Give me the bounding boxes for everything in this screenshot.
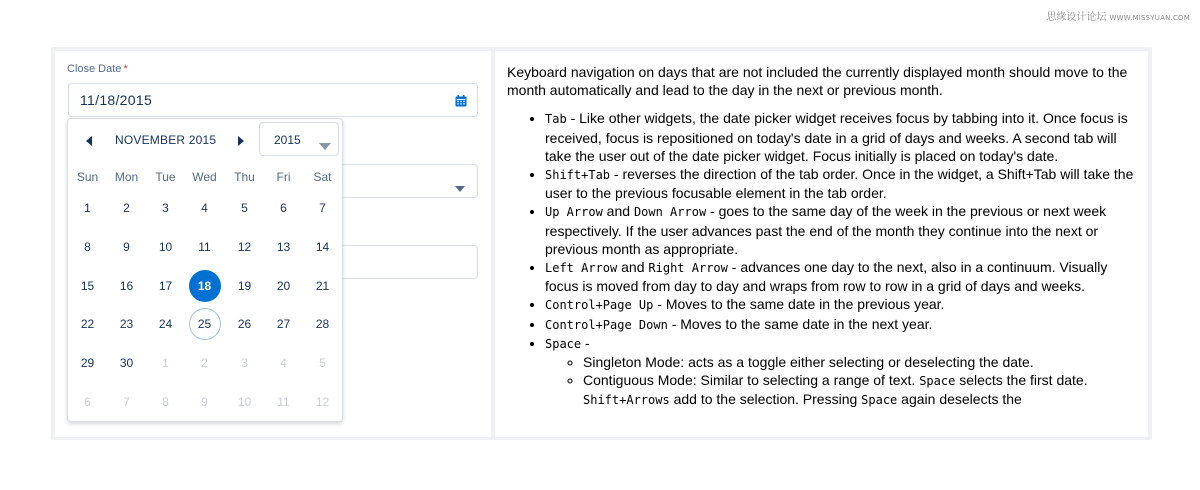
chevron-left-icon	[82, 133, 98, 149]
key-name: Shift+Arrows	[583, 393, 670, 408]
day-cell[interactable]: 28	[315, 317, 330, 331]
day-cell[interactable]: 30	[119, 356, 134, 370]
day-cell[interactable]: 10	[237, 395, 252, 409]
watermark	[1046, 8, 1190, 23]
day-cell[interactable]: 9	[201, 395, 208, 409]
day-cell[interactable]: 5	[241, 201, 248, 215]
day-cell[interactable]: 13	[276, 240, 291, 254]
key-separator: and	[617, 259, 649, 276]
key-name: Control+Page Down	[545, 317, 668, 332]
keyboard-item	[545, 109, 1139, 165]
mode-description: Contiguous Mode: Similar to selecting a range of text.	[583, 372, 920, 389]
previous-month-button[interactable]	[82, 133, 98, 149]
key-name: Space	[919, 374, 956, 389]
day-cell[interactable]: 2	[201, 356, 208, 370]
day-cell[interactable]: 10	[158, 240, 173, 254]
day-cell[interactable]: 6	[84, 395, 91, 409]
weekday-header: Mon	[114, 170, 139, 184]
key-name: Left Arrow	[545, 261, 618, 276]
key-name: Control+Page Up	[545, 298, 654, 313]
day-cell[interactable]: 3	[162, 201, 169, 215]
day-cell[interactable]: 4	[201, 201, 208, 215]
day-cell[interactable]: 5	[319, 356, 326, 370]
form-panel	[55, 51, 491, 437]
mode-description: Singleton Mode: acts as a toggle either selecting or deselecting the date.	[583, 354, 1034, 371]
close-date-input[interactable]	[68, 83, 478, 117]
day-cell[interactable]: 15	[80, 279, 95, 293]
day-cell[interactable]: 11	[277, 395, 290, 409]
key-description: - Moves to the same date in the next year.	[667, 315, 933, 332]
key-name: Tab	[545, 112, 567, 127]
day-cell[interactable]: 26	[237, 317, 252, 331]
key-description: - goes to the same day of the week in the previous or next week respectively. If the user advances past the end of the month they continue into the next or previous month as appropriate.	[545, 203, 1107, 257]
keyboard-list	[507, 109, 1139, 409]
key-name: Shift+Tab	[545, 168, 611, 183]
day-cell[interactable]: 12	[315, 395, 330, 409]
watermark-url: WWW.MISSYUAN.COM	[1109, 14, 1190, 22]
day-cell[interactable]: 21	[315, 279, 330, 293]
keyboard-item	[545, 295, 1139, 314]
key-description: - reverses the direction of the tab order. Once in the widget, a Shift+Tab will take the user to the previous focusable element in the tab order.	[545, 166, 1134, 202]
intro-paragraph: Keyboard navigation on days that are not included the currently displayed month should move to the month automatically and lead to the day in the next or previous month.	[507, 64, 1128, 99]
keyboard-item	[545, 334, 1139, 410]
day-cell[interactable]: 27	[276, 317, 291, 331]
day-cell[interactable]: 29	[80, 356, 95, 370]
day-cell[interactable]: 1	[162, 356, 169, 370]
close-date-value: 11/18/2015	[80, 92, 153, 108]
key-description: - advances one day to the next, also in a continuum. Visually focus is moved from day to day and wraps from row to row in a grid of days and weeks.	[545, 259, 1108, 295]
day-cell-selected[interactable]: 18	[189, 270, 221, 302]
next-month-button[interactable]	[232, 133, 248, 149]
year-value: 2015	[274, 133, 301, 147]
weekday-header: Tue	[155, 170, 176, 184]
weekday-header: Wed	[192, 170, 217, 184]
datepicker	[67, 118, 343, 422]
keyboard-docs	[507, 63, 1139, 410]
day-cell[interactable]: 11	[198, 240, 211, 254]
day-cell-today[interactable]: 25	[189, 308, 221, 340]
required-mark: *	[123, 63, 128, 75]
mode-description: add to the selection. Pressing	[669, 391, 862, 408]
close-date-label: Close Date *	[67, 63, 128, 75]
chevron-down-icon	[455, 179, 465, 197]
day-cell[interactable]: 8	[162, 395, 169, 409]
weekday-header: Thu	[234, 170, 255, 184]
key-name: Space	[861, 393, 898, 408]
day-cell[interactable]: 6	[280, 201, 287, 215]
day-cell[interactable]: 7	[123, 395, 130, 409]
day-cell[interactable]: 22	[80, 317, 95, 331]
day-cell[interactable]: 8	[84, 240, 91, 254]
day-cell[interactable]: 2	[123, 201, 130, 215]
watermark-text: 思缘设计论坛	[1046, 12, 1107, 23]
keyboard-item	[545, 202, 1139, 258]
keyboard-item	[545, 258, 1139, 295]
weekday-header: Sat	[313, 170, 332, 184]
day-cell[interactable]: 16	[119, 279, 134, 293]
weekday-header: Fri	[276, 170, 291, 184]
day-cell[interactable]: 3	[241, 356, 248, 370]
key-name: Space	[545, 336, 582, 351]
day-cell[interactable]: 1	[84, 201, 91, 215]
day-cell[interactable]: 12	[237, 240, 252, 254]
key-name: Down Arrow	[633, 205, 707, 220]
day-cell[interactable]: 23	[119, 317, 134, 331]
key-name: Right Arrow	[648, 261, 728, 276]
day-cell[interactable]: 4	[280, 356, 287, 370]
mode-description: again deselects the	[897, 391, 1022, 408]
year-select[interactable]	[259, 122, 339, 156]
mode-description: selects the first date.	[955, 372, 1088, 389]
space-mode-item	[583, 371, 1139, 409]
keyboard-item	[545, 315, 1139, 334]
day-cell[interactable]: 24	[158, 317, 173, 331]
day-cell[interactable]: 9	[123, 240, 130, 254]
chevron-down-icon	[319, 137, 331, 155]
day-cell[interactable]: 14	[315, 240, 330, 254]
key-description: - Like other widgets, the date picker widget receives focus by tabbing into it. Once focus is received, focus is repositioned on today's date in a grid of days and weeks. A second tab will take the user out of the date picker widget. Focus initially is placed on today's date.	[545, 110, 1128, 164]
month-label: NOVEMBER 2015	[115, 133, 217, 147]
weekday-header: Sun	[76, 170, 99, 184]
key-description: -	[581, 334, 590, 351]
key-separator: and	[602, 203, 634, 220]
key-name: Up Arrow	[545, 205, 603, 220]
space-mode-item	[583, 353, 1139, 371]
chevron-right-icon	[232, 133, 248, 149]
day-cell[interactable]: 7	[319, 201, 326, 215]
day-cell[interactable]: 19	[237, 279, 252, 293]
key-description: - Moves to the same date in the previous year.	[653, 296, 945, 313]
day-cell[interactable]: 17	[158, 279, 173, 293]
space-mode-list	[545, 353, 1139, 410]
calendar-icon[interactable]	[455, 94, 467, 112]
documentation-panel	[495, 51, 1148, 437]
keyboard-item	[545, 165, 1139, 202]
day-cell[interactable]: 20	[276, 279, 291, 293]
